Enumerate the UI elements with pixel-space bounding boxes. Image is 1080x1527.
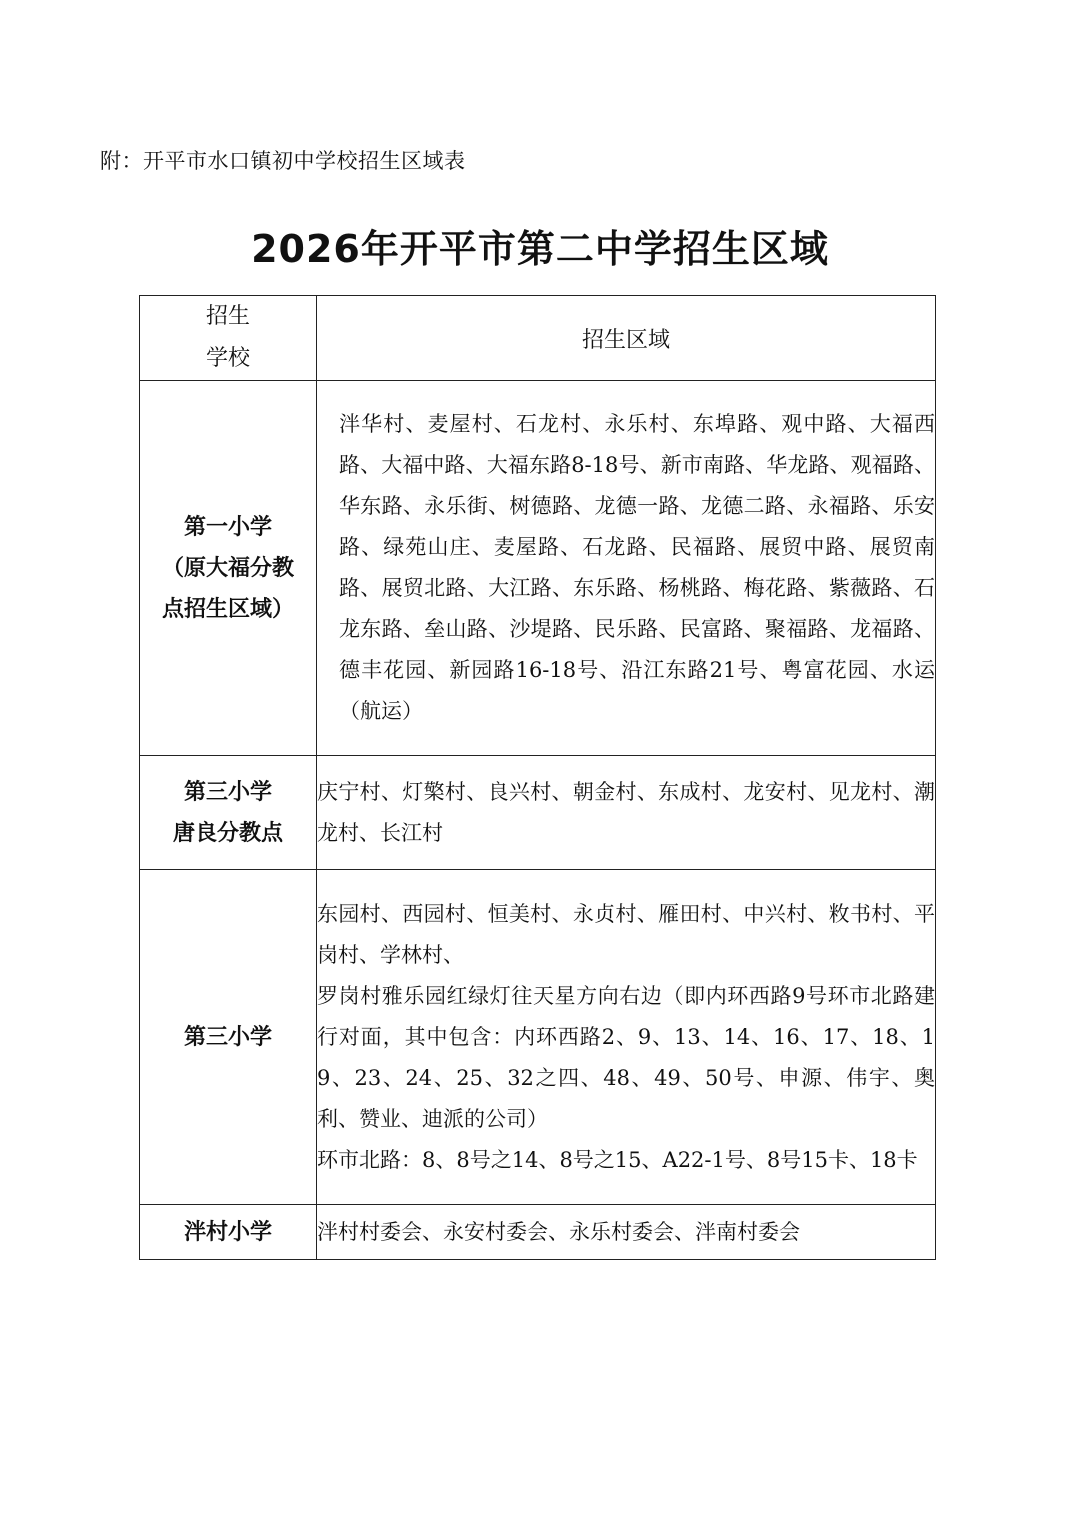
- school-cell: [140, 381, 317, 756]
- school-name-line: 第三小学: [183, 779, 272, 805]
- table-header-row: [140, 296, 936, 381]
- school-name-line: 泮村小学: [183, 1219, 272, 1245]
- area-text: 环市北路：8、8号之14、8号之15、A22-1号、8号15卡、18卡: [317, 1147, 918, 1172]
- area-text: 泮华村、麦屋村、石龙村、永乐村、东埠路、观中路、大福西路、大福中路、大福东路8-18号、新市南路、华龙路、观福路、华东路、永乐街、树德路、龙德一路、龙德二路、永福路、乐安路、绿苑山庄、麦屋路、石龙路、民福路、展贸中路、展贸南路、展贸北路、大江路、东乐路、杨桃路、梅花路、紫薇路、石龙东路、垒山路、沙堤路、民乐路、民富路、聚福路、龙福路、德丰花园、新园路16-18号、沿江东路21号、粤富花园、水运（航运）: [339, 412, 935, 723]
- school-name-line: 第三小学: [183, 1024, 272, 1050]
- header-area: 招生区域: [317, 296, 936, 381]
- school-name-line: 第一小学: [183, 514, 272, 540]
- area-text: 泮村村委会、永安村委会、永乐村委会、泮南村委会: [317, 1219, 800, 1244]
- area-text: 东园村、西园村、恒美村、永贞村、雁田村、中兴村、敉书村、平岗村、学林村、: [317, 901, 935, 967]
- attachment-note: 附：开平市水口镇初中学校招生区域表: [100, 149, 466, 173]
- enrollment-zone-table: [139, 295, 936, 1260]
- area-cell: [317, 381, 936, 756]
- area-cell: [317, 870, 936, 1205]
- area-cell: [317, 1205, 936, 1260]
- document-title: 2026年开平市第二中学招生区域: [251, 227, 829, 271]
- school-name-line: 点招生区域）: [161, 596, 294, 622]
- header-school-line2: 学校: [205, 346, 250, 371]
- table-row: [140, 381, 936, 756]
- school-name-line: 唐良分教点: [172, 820, 283, 846]
- area-text: 庆宁村、灯檠村、良兴村、朝金村、东成村、龙安村、见龙村、潮龙村、长江村: [317, 779, 935, 845]
- table-row: [140, 1205, 936, 1260]
- school-name-line: （原大福分教: [161, 555, 294, 581]
- table-row: [140, 870, 936, 1205]
- school-cell: [140, 1205, 317, 1260]
- school-cell: [140, 870, 317, 1205]
- area-cell: [317, 756, 936, 870]
- area-text: 罗岗村雅乐园红绿灯往天星方向右边（即内环西路9号环市北路建行对面，其中包含：内环西路2、9、13、14、16、17、18、19、23、24、25、32之四、48、49、50号、申源、伟宇、奥利、赞业、迪派的公司）: [317, 983, 935, 1131]
- header-school: [140, 296, 317, 381]
- table-row: [140, 756, 936, 870]
- school-cell: [140, 756, 317, 870]
- header-school-line1: 招生: [205, 304, 250, 329]
